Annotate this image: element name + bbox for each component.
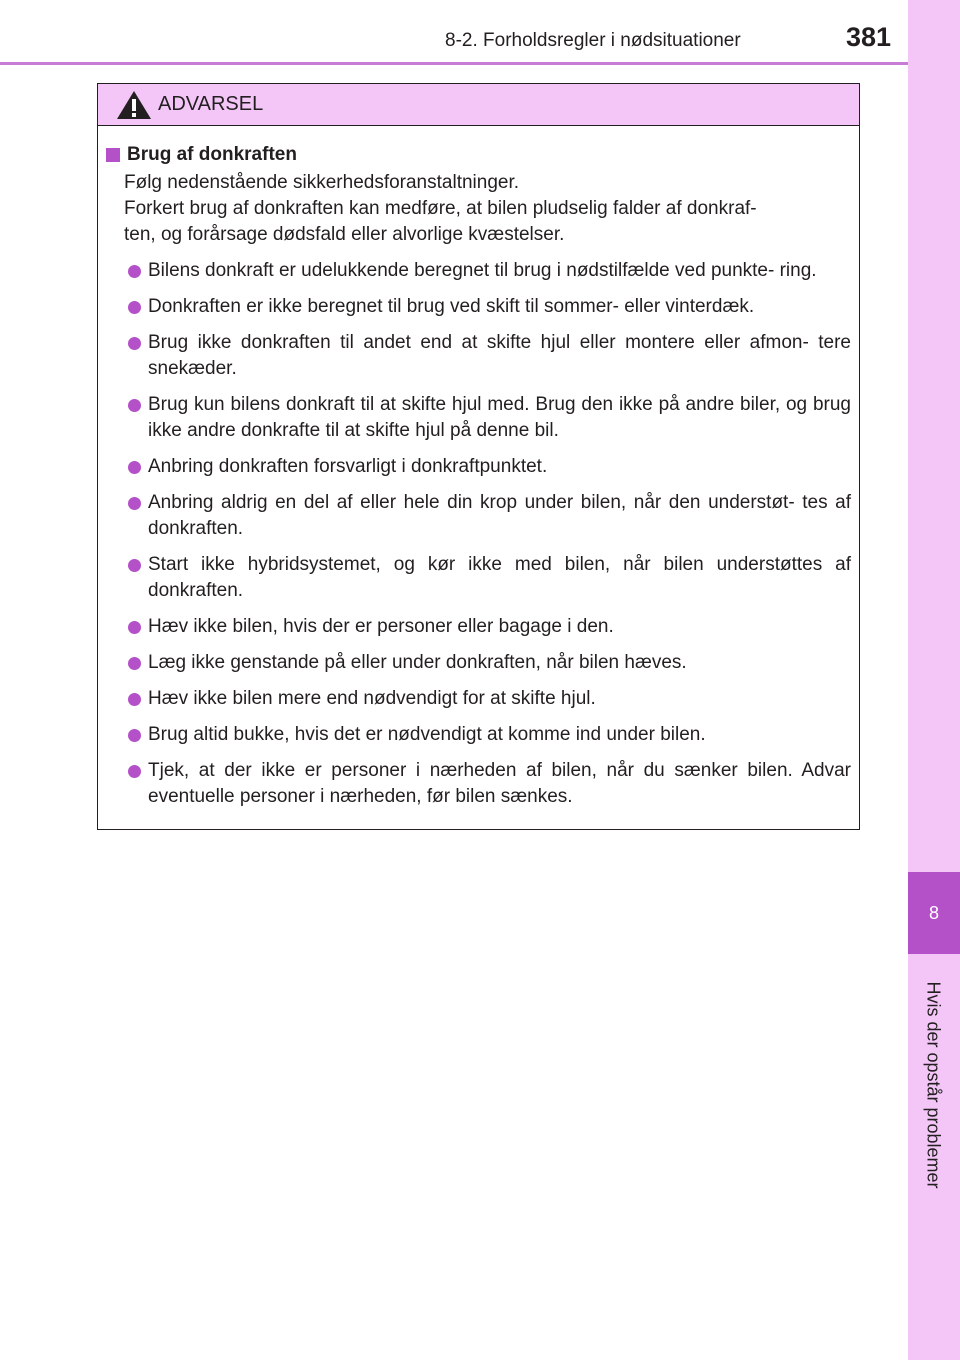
bullet-dot-icon	[128, 337, 141, 350]
list-item	[106, 758, 851, 810]
list-item	[106, 552, 851, 604]
list-item	[106, 392, 851, 444]
intro-text	[124, 170, 851, 248]
list-item-text: Brug altid bukke, hvis det er nødvendigt at komme ind under bilen.	[148, 724, 706, 745]
warning-header	[98, 84, 859, 126]
list-item	[106, 258, 851, 284]
list-item	[106, 294, 851, 320]
bullet-dot-icon	[128, 301, 141, 314]
list-item-text: Start ikke hybridsystemet, og kør ikke med bilen, når bilen understøttes af donkraften.	[148, 554, 851, 601]
list-item	[106, 650, 851, 676]
bullet-dot-icon	[128, 399, 141, 412]
chapter-title: Hvis der opstår problemer	[923, 981, 944, 1189]
chapter-number-tab[interactable]	[908, 872, 960, 954]
bullet-dot-icon	[128, 729, 141, 742]
list-item-text: Bilens donkraft er udelukkende beregnet til brug i nødstilfælde ved punkte- ring.	[148, 260, 817, 281]
bullet-dot-icon	[128, 765, 141, 778]
subheading-text: Brug af donkraften	[127, 144, 297, 165]
list-item-text: Anbring donkraften forsvarligt i donkraftpunktet.	[148, 456, 548, 477]
list-item-text: Brug kun bilens donkraft til at skifte hjul med. Brug den ikke på andre biler, og brug ikke andre donkrafte til at skifte hjul på denne bil.	[148, 394, 851, 441]
chapter-number: 8	[928, 902, 939, 923]
intro-line: Følg nedenstående sikkerhedsforanstaltninger.	[124, 172, 520, 193]
section-title: 8-2. Forholdsregler i nødsituationer	[445, 30, 741, 51]
page-number: 381	[846, 22, 892, 52]
subheading	[106, 144, 851, 166]
list-item	[106, 722, 851, 748]
list-item-text: Læg ikke genstande på eller under donkraften, når bilen hæves.	[148, 652, 687, 673]
list-item	[106, 490, 851, 542]
bullet-dot-icon	[128, 621, 141, 634]
bullet-dot-icon	[128, 693, 141, 706]
list-item	[106, 454, 851, 480]
list-item	[106, 330, 851, 382]
list-item-text: Donkraften er ikke beregnet til brug ved skift til sommer- eller vinterdæk.	[148, 296, 755, 317]
bullet-dot-icon	[128, 265, 141, 278]
list-item	[106, 614, 851, 640]
intro-line: ten, og forårsage dødsfald eller alvorlige kvæstelser.	[124, 224, 565, 245]
bullet-dot-icon	[128, 559, 141, 572]
bullet-dot-icon	[128, 497, 141, 510]
list-item-text: Hæv ikke bilen, hvis der er personer eller bagage i den.	[148, 616, 614, 637]
warning-box	[97, 83, 860, 830]
bullet-dot-icon	[128, 657, 141, 670]
square-bullet-icon	[106, 148, 120, 162]
list-item-text: Tjek, at der ikke er personer i nærheden af bilen, når du sænker bilen. Advar eventuelle personer i nærheden, før bilen sænkes.	[148, 760, 851, 807]
bullet-dot-icon	[128, 461, 141, 474]
list-item-text: Hæv ikke bilen mere end nødvendigt for at skifte hjul.	[148, 688, 596, 709]
list-item	[106, 686, 851, 712]
list-item-text: Anbring aldrig en del af eller hele din krop under bilen, når den understøt- tes af donkraften.	[148, 492, 851, 539]
warning-triangle-icon	[116, 90, 152, 125]
intro-line: Forkert brug af donkraften kan medføre, at bilen pludselig falder af donkraf-	[124, 198, 757, 219]
warning-list	[106, 258, 851, 810]
warning-label: ADVARSEL	[158, 93, 264, 115]
list-item-text: Brug ikke donkraften til andet end at skifte hjul eller montere eller afmon- tere snekæder.	[148, 332, 851, 379]
header-divider	[0, 62, 908, 65]
warning-body	[98, 126, 859, 810]
